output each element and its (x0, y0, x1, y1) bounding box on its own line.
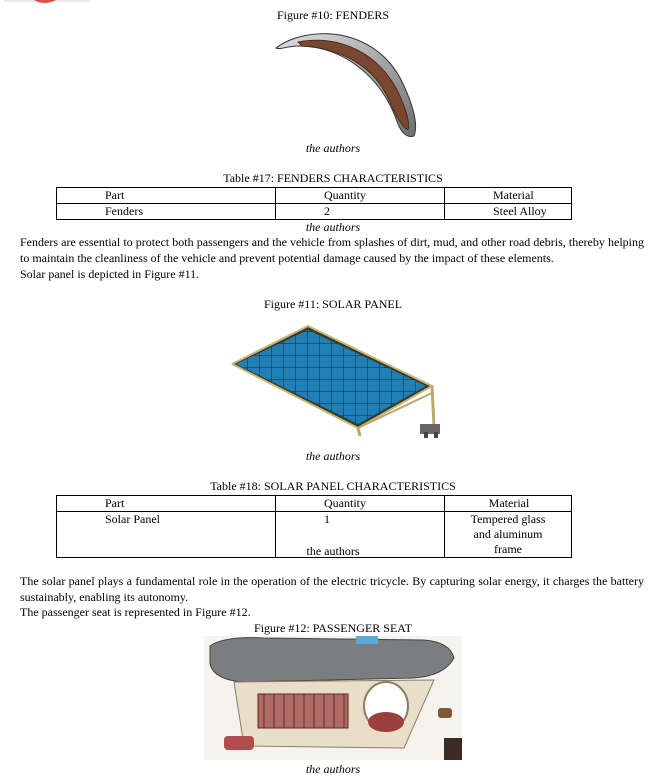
passenger-seat-illustration (204, 636, 462, 760)
cell-part: Fenders (57, 204, 276, 220)
table-17 (56, 187, 572, 220)
table-18-caption: Table #18: SOLAR PANEL CHARACTERISTICS (210, 479, 456, 493)
table-17-source: the authors (305, 220, 361, 234)
figure-10-caption: Figure #10: FENDERS (276, 8, 389, 22)
paragraph-fenders: Fenders are essential to protect both passengers and the vehicle from splashes of dirt, mud, and other road debris, thereby helping to maintain the cleanliness of the vehicle and prevent potential damage caused by the impact of these elements. (20, 235, 644, 265)
fender-illustration (268, 26, 420, 138)
figure-10-source: the authors (305, 141, 361, 155)
figure-11-caption: Figure #11: SOLAR PANEL (263, 297, 403, 311)
header-quantity: Quantity (276, 496, 445, 512)
paragraph-solar-role: The solar panel plays a fundamental role in the operation of the electric tricycle. By capturing solar energy, it charges the battery sustainably, enabling its autonomy. (20, 574, 644, 604)
cell-material: Tempered glass and aluminum frame (445, 512, 572, 558)
table-header-row (57, 188, 572, 204)
header-material: Material (445, 188, 572, 204)
logo-fragment (4, 0, 90, 6)
cell-quantity: 2 (276, 204, 445, 220)
table-17-caption: Table #17: FENDERS CHARACTERISTICS (223, 171, 443, 185)
cell-material: Steel Alloy (445, 204, 572, 220)
cell-part: Solar Panel (57, 512, 276, 558)
table-header-row (57, 496, 572, 512)
header-material: Material (445, 496, 572, 512)
paragraph-solar-intro: Solar panel is depicted in Figure #11. (20, 267, 200, 281)
figure-11-source: the authors (305, 449, 361, 463)
figure-12-source: the authors (305, 762, 361, 776)
header-quantity: Quantity (276, 188, 445, 204)
paragraph-seat-intro: The passenger seat is represented in Figure #12. (20, 605, 251, 619)
header-part: Part (57, 496, 276, 512)
table-18-source: the authors (306, 544, 360, 558)
table-row (57, 204, 572, 220)
figure-12-caption: Figure #12: PASSENGER SEAT (254, 621, 412, 635)
solar-panel-illustration (224, 320, 448, 444)
header-part: Part (57, 188, 276, 204)
cell-quantity: 1 (276, 512, 445, 558)
